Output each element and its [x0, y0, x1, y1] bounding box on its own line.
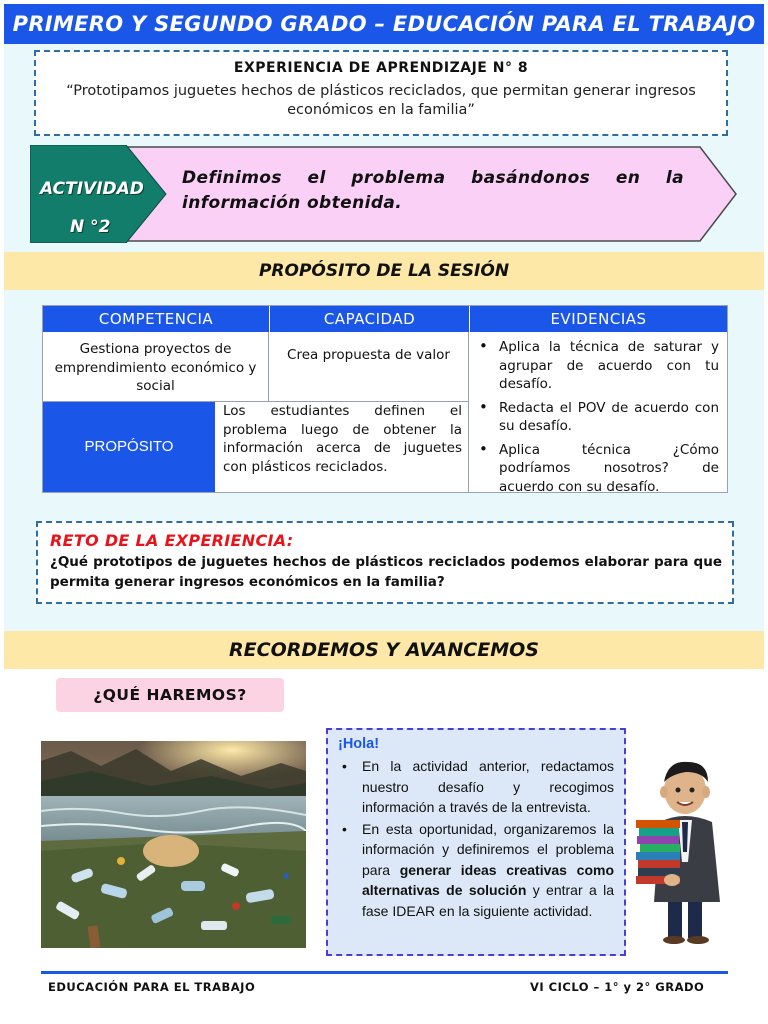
header-capacidad: CAPACIDAD	[269, 306, 469, 332]
evidencia-item: • Aplica técnica ¿Cómo podríamos nosotros? de acuerdo con su desafío.	[475, 441, 719, 497]
teacher-with-books-illustration	[632, 752, 742, 944]
header-evidencias: EVIDENCIAS	[469, 306, 727, 332]
plastic-pollution-photo	[41, 741, 306, 948]
page-header: PRIMERO Y SEGUNDO GRADO – EDUCACIÓN PARA EL TRABAJO	[4, 4, 764, 44]
proposito-value: Los estudiantes definen el problema luego de obtener la información acerca de juguetes con plásticos reciclados.	[215, 402, 469, 492]
competencia-value: Gestiona proyectos de emprendimiento económico y social	[43, 332, 269, 402]
hola-title: ¡Hola!	[338, 736, 380, 752]
reto-title: RETO DE LA EXPERIENCIA:	[50, 531, 294, 550]
purpose-table	[42, 305, 728, 493]
reto-box	[36, 521, 734, 604]
que-haremos-label: ¿QUÉ HAREMOS?	[56, 678, 284, 712]
purpose-band: PROPÓSITO DE LA SESIÓN	[4, 252, 764, 290]
footer-divider	[41, 971, 728, 974]
experience-quote: “Prototipamos juguetes hechos de plásticos reciclados, que permitan generar ingresos económicos en la familia”	[66, 83, 696, 118]
evidencias-list	[469, 332, 727, 495]
hola-item-text: y entrar a la fase IDEAR en la siguiente actividad.	[362, 882, 614, 919]
activity-number: N °2	[70, 217, 111, 237]
activity-badge	[30, 145, 168, 243]
hola-item-bold: generar ideas creativas como alternativas de solución	[362, 861, 614, 898]
experience-title: EXPERIENCIA DE APRENDIZAJE N° 8	[233, 60, 529, 76]
reto-question: ¿Qué prototipos de juguetes hechos de plásticos reciclados podemos elaborar para que permita generar ingresos económicos en la familia?	[50, 554, 722, 590]
activity-text: Definimos el problema basándonos en la información obtenida.	[182, 168, 684, 213]
hola-list	[338, 756, 614, 921]
capacidad-value: Crea propuesta de valor	[269, 332, 469, 402]
proposito-label: PROPÓSITO	[43, 402, 215, 492]
experience-box	[34, 50, 728, 136]
hola-item: • En la actividad anterior, redactamos nuestro desafío y recogimos información a través de la entrevista.	[338, 756, 614, 818]
activity-word: ACTIVIDAD	[40, 179, 144, 199]
footer-subject: EDUCACIÓN PARA EL TRABAJO	[48, 980, 256, 994]
footer-grade: VI CICLO – 1° y 2° GRADO	[530, 980, 705, 994]
hola-item-text: En esta oportunidad, organizaremos la información y definiremos el problema para	[362, 820, 614, 878]
evidencia-item: • Aplica la técnica de saturar y agrupar de acuerdo con tu desafío.	[475, 338, 719, 394]
hola-item	[338, 819, 614, 922]
recordemos-band: RECORDEMOS Y AVANCEMOS	[4, 631, 764, 669]
header-competencia: COMPETENCIA	[43, 306, 269, 332]
hola-box	[326, 728, 626, 956]
evidencia-item: • Redacta el POV de acuerdo con su desafío.	[475, 399, 719, 436]
